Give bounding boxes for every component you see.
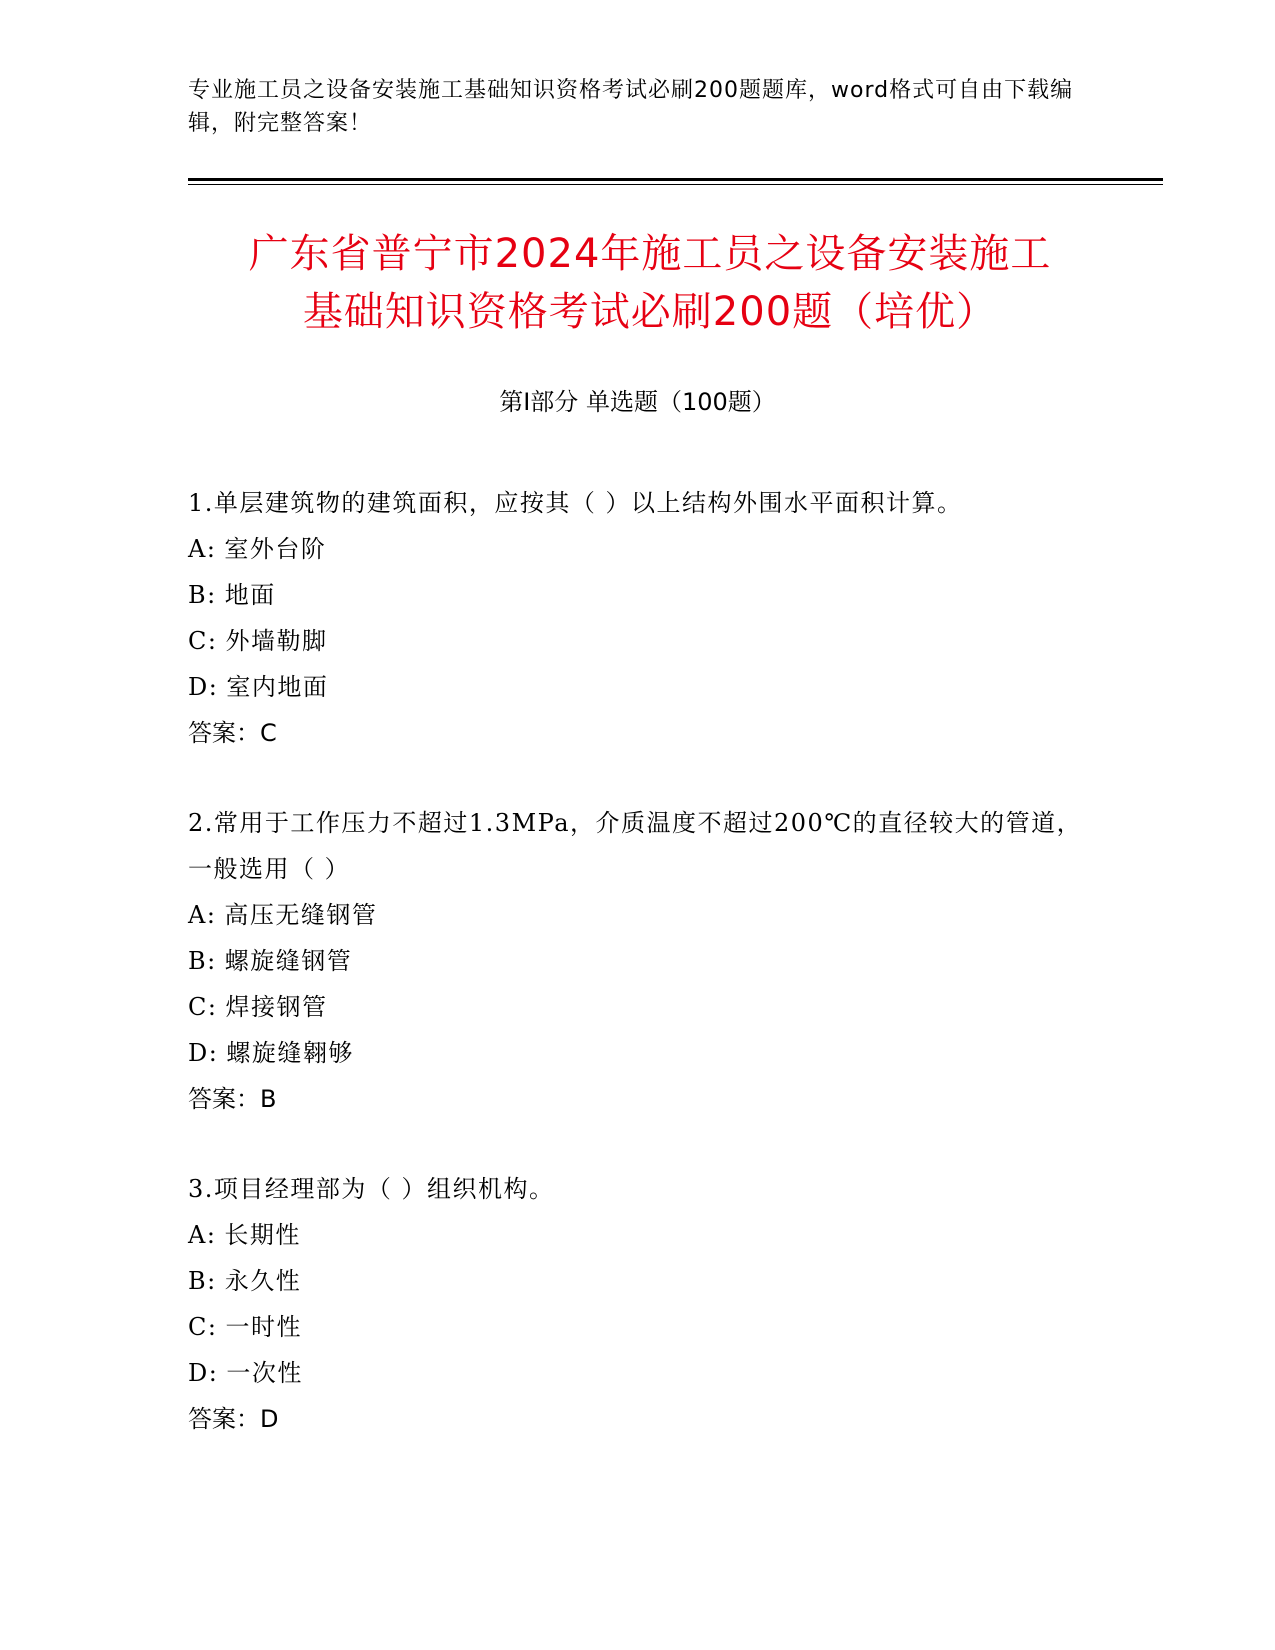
option-c <box>188 618 1088 664</box>
option-text: 永久性 <box>224 1267 302 1295</box>
section-title: 第Ⅰ部分 单选题（100题） <box>499 388 776 416</box>
option-letter: D: <box>188 673 219 701</box>
option-c <box>188 984 1088 1030</box>
option-d <box>188 1030 1088 1076</box>
answer: 答案：B <box>188 1085 277 1113</box>
question-list <box>188 480 1088 1486</box>
header-rule-thick <box>188 178 1163 181</box>
option-text: 外墙勒脚 <box>225 627 328 655</box>
option-letter: A: <box>188 535 217 563</box>
question-3 <box>188 1166 1088 1442</box>
question-1 <box>188 480 1088 756</box>
option-letter: C: <box>188 627 218 655</box>
option-letter: D: <box>188 1359 219 1387</box>
option-letter: C: <box>188 1313 218 1341</box>
option-b <box>188 938 1088 984</box>
option-text: 高压无缝钢管 <box>224 901 378 929</box>
option-text: 室内地面 <box>226 673 329 701</box>
answer: 答案：D <box>188 1405 279 1433</box>
option-b <box>188 1258 1088 1304</box>
option-text: 一时性 <box>225 1313 302 1341</box>
option-d <box>188 664 1088 710</box>
header-note: 专业施工员之设备安装施工基础知识资格考试必刷200题题库，word格式可自由下载编辑，附完整答案！ <box>188 78 1074 136</box>
option-b <box>188 572 1088 618</box>
question-stem: 2.常用于工作压力不超过1.3MPa，介质温度不超过200℃的直径较大的管道，一般选用（ ） <box>188 809 1083 883</box>
option-text: 长期性 <box>224 1221 301 1249</box>
option-a <box>188 1212 1088 1258</box>
option-a <box>188 892 1088 938</box>
option-d <box>188 1350 1088 1396</box>
option-a <box>188 526 1088 572</box>
header-rule-thin <box>188 184 1163 185</box>
document-title-line-1: 广东省普宁市2024年施工员之设备安装施工 <box>248 231 1052 277</box>
question-2 <box>188 800 1088 1122</box>
question-stem: 1.单层建筑物的建筑面积，应按其（ ）以上结构外围水平面积计算。 <box>188 489 963 517</box>
option-text: 室外台阶 <box>224 535 327 563</box>
document-title-line-2: 基础知识资格考试必刷200题（培优） <box>302 289 998 335</box>
option-text: 一次性 <box>226 1359 303 1387</box>
option-text: 地面 <box>224 581 276 609</box>
option-text: 螺旋缝钢管 <box>224 947 353 975</box>
option-letter: A: <box>188 901 217 929</box>
question-stem: 3.项目经理部为（ ）组织机构。 <box>188 1175 555 1203</box>
option-letter: C: <box>188 993 218 1021</box>
document-title <box>150 225 1150 341</box>
option-letter: D: <box>188 1039 219 1067</box>
option-letter: A: <box>188 1221 217 1249</box>
option-letter: B: <box>188 581 217 609</box>
option-letter: B: <box>188 947 217 975</box>
option-text: 焊接钢管 <box>225 993 328 1021</box>
option-text: 螺旋缝翱够 <box>226 1039 354 1067</box>
option-letter: B: <box>188 1267 217 1295</box>
option-c <box>188 1304 1088 1350</box>
answer: 答案：C <box>188 719 277 747</box>
